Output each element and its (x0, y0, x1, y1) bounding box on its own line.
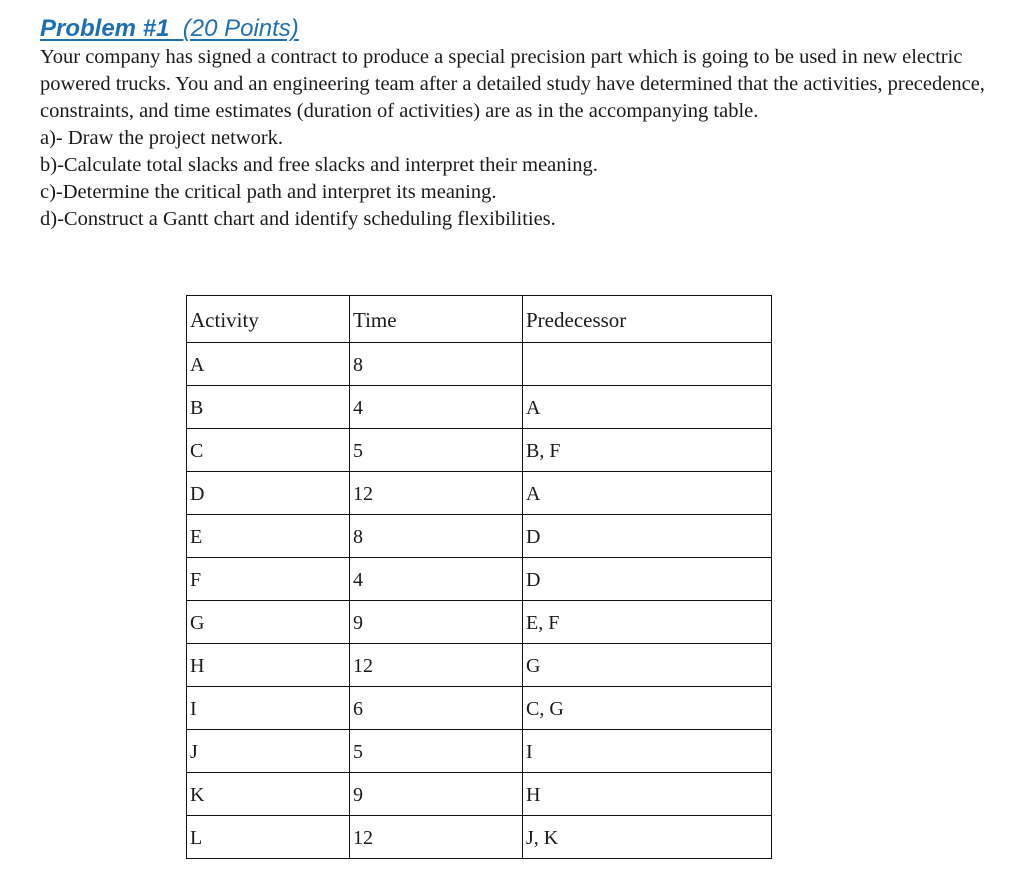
task-b: b)-Calculate total slacks and free slacks and interpret their meaning. (40, 154, 598, 176)
predecessor-cell: D (523, 558, 772, 601)
table-row (187, 687, 772, 730)
predecessor-cell (523, 343, 772, 386)
problem-document (40, 14, 1000, 233)
time-cell: 5 (350, 429, 523, 472)
problem-points: (20 Points) (182, 15, 299, 42)
activity-cell: J (187, 730, 350, 773)
task-a: a)- Draw the project network. (40, 127, 284, 149)
activity-cell: L (187, 816, 350, 859)
table-header-row (187, 296, 772, 343)
task-list (40, 125, 1000, 233)
time-cell: 4 (350, 558, 523, 601)
table-row (187, 816, 772, 859)
predecessor-cell: G (523, 644, 772, 687)
table-row (187, 773, 772, 816)
time-cell: 12 (350, 472, 523, 515)
predecessor-cell: I (523, 730, 772, 773)
time-cell: 12 (350, 644, 523, 687)
activity-cell: F (187, 558, 350, 601)
activity-table (186, 295, 772, 859)
table-row (187, 644, 772, 687)
table-row (187, 558, 772, 601)
header-activity: Activity (187, 296, 350, 343)
predecessor-cell: A (523, 386, 772, 429)
header-time: Time (350, 296, 523, 343)
activity-cell: K (187, 773, 350, 816)
time-cell: 5 (350, 730, 523, 773)
time-cell: 4 (350, 386, 523, 429)
table-row (187, 386, 772, 429)
time-cell: 9 (350, 601, 523, 644)
table-row (187, 730, 772, 773)
table-row (187, 601, 772, 644)
task-c: c)-Determine the critical path and interpret its meaning. (40, 181, 497, 203)
table-row (187, 472, 772, 515)
activity-cell: H (187, 644, 350, 687)
predecessor-cell: C, G (523, 687, 772, 730)
task-d: d)-Construct a Gantt chart and identify scheduling flexibilities. (40, 208, 556, 230)
time-cell: 6 (350, 687, 523, 730)
problem-intro: Your company has signed a contract to produce a special precision part which is going to be used in new electric powered trucks. You and an engineering team after a detailed study have determined that the activities, precedence, constraints, and time estimates (duration of activities) are as in the accompanying table. (40, 46, 985, 122)
predecessor-cell: E, F (523, 601, 772, 644)
header-predecessor: Predecessor (523, 296, 772, 343)
activity-cell: I (187, 687, 350, 730)
time-cell: 12 (350, 816, 523, 859)
predecessor-cell: H (523, 773, 772, 816)
activity-cell: C (187, 429, 350, 472)
table-row (187, 343, 772, 386)
predecessor-cell: J, K (523, 816, 772, 859)
table-row (187, 515, 772, 558)
time-cell: 8 (350, 515, 523, 558)
activity-cell: D (187, 472, 350, 515)
activity-cell: E (187, 515, 350, 558)
predecessor-cell: D (523, 515, 772, 558)
table-row (187, 429, 772, 472)
predecessor-cell: A (523, 472, 772, 515)
problem-number: Problem #1 (40, 15, 170, 42)
activity-cell: G (187, 601, 350, 644)
activity-cell: B (187, 386, 350, 429)
time-cell: 9 (350, 773, 523, 816)
activity-cell: A (187, 343, 350, 386)
predecessor-cell: B, F (523, 429, 772, 472)
problem-title (40, 14, 1000, 44)
time-cell: 8 (350, 343, 523, 386)
